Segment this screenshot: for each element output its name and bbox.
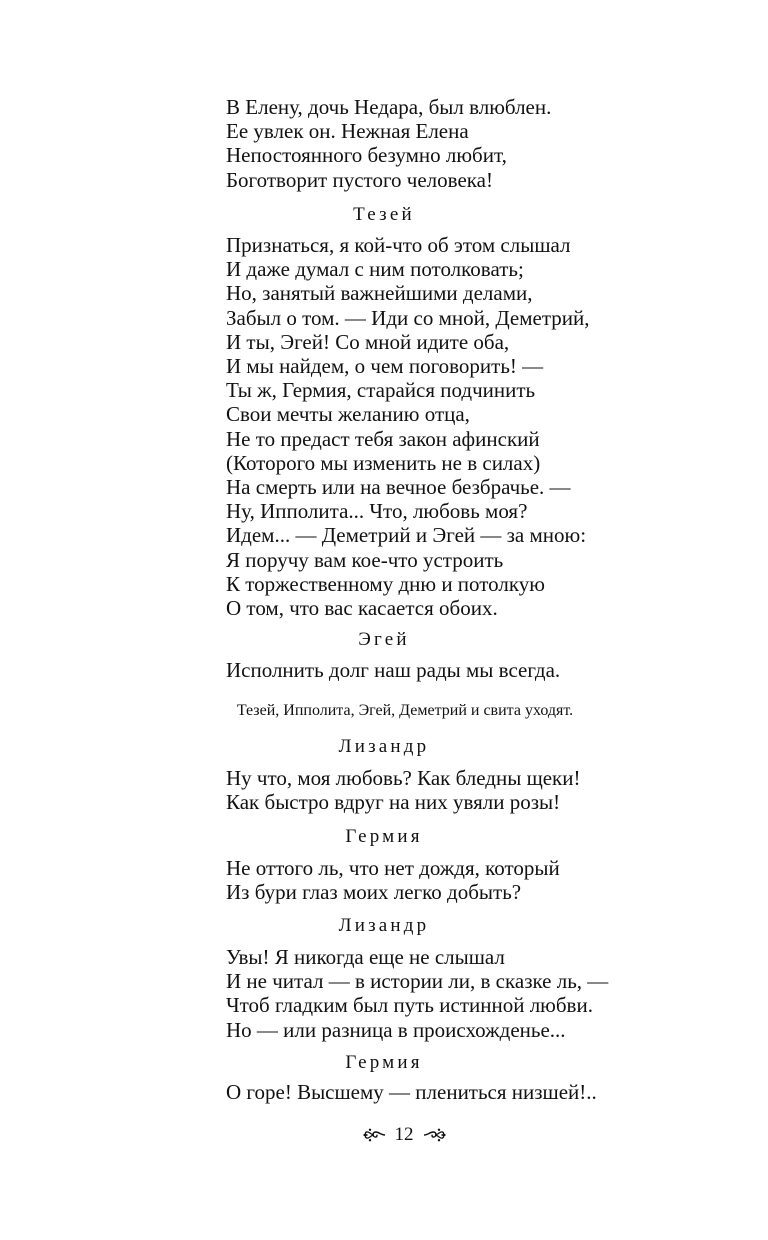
verse-line: О горе! Высшему — плениться низшей!..: [226, 1080, 597, 1104]
verse-line: К торжественному дню и потолкую: [226, 571, 545, 596]
verse-line: Как быстро вдруг на них увяли розы!: [226, 790, 561, 815]
speaker-name-lizandr: Лизандр: [338, 915, 430, 936]
verse-line: О том, что вас касается обоих.: [226, 596, 498, 621]
verse-line: Чтоб гладким был путь истинной любви.: [226, 993, 593, 1018]
verse-line: Увы! Я никогда еще не слышал: [226, 945, 505, 969]
speaker-name-egey: Эгей: [358, 629, 410, 650]
speech-tezey: [226, 233, 746, 620]
verse-line: Ее увлек он. Нежная Елена: [226, 119, 469, 144]
verse-line: И ты, Эгей! Со мной идите оба,: [226, 329, 510, 354]
speaker-name-germiya: Гермия: [345, 1052, 423, 1073]
verse-line: Не оттого ль, что нет дождя, который: [226, 856, 560, 880]
intro-verse: [226, 95, 746, 192]
verse-line: Ну, Ипполита... Что, любовь моя?: [226, 499, 528, 524]
verse-line: И даже думал с ним потолковать;: [226, 257, 524, 282]
verse-line: Непостоянного безумно любит,: [226, 143, 507, 168]
verse-line: Исполнить долг наш рады мы всегда.: [226, 658, 561, 682]
speech-egey: [226, 658, 746, 682]
verse-line: Свои мечты желанию отца,: [226, 402, 470, 427]
fleuron-left-icon: [363, 1127, 387, 1143]
verse-line: Ты ж, Гермия, старайся подчинить: [226, 378, 536, 403]
speech-lizandr: [226, 945, 746, 1042]
verse-line: Но, занятый важнейшими делами,: [226, 281, 533, 306]
verse-line: Ну что, моя любовь? Как бледны щеки!: [226, 766, 581, 790]
stage-direction: Тезей, Ипполита, Эгей, Деметрий и свита уходят.: [236, 702, 574, 719]
verse-line: Боготворит пустого человека!: [226, 167, 493, 192]
speech-germiya: [226, 1080, 746, 1104]
speaker-name-lizandr: Лизандр: [338, 736, 430, 757]
verse-line: И не читал — в истории ли, в сказке ль, —: [226, 969, 609, 994]
verse-line: Не то предаст тебя закон афинский: [226, 426, 540, 451]
verse-line: И мы найдем, о чем поговорить! —: [226, 354, 544, 379]
speaker-name-tezey: Тезей: [353, 204, 415, 225]
verse-line: (Которого мы изменить не в силах): [226, 450, 541, 475]
verse-line: На смерть или на вечное безбрачье. —: [226, 475, 571, 500]
page-number: 12: [394, 1124, 414, 1145]
speech-germiya: [226, 856, 746, 904]
verse-line: Но — или разница в происхожденье...: [226, 1017, 566, 1042]
speech-lizandr: [226, 766, 746, 814]
verse-line: В Елену, дочь Недара, был влюблен.: [226, 95, 552, 119]
verse-line: Я поручу вам кое-что устроить: [226, 547, 504, 572]
verse-line: Из бури глаз моих легко добыть?: [226, 880, 522, 905]
verse-line: Забыл о том. — Иди со мной, Деметрий,: [226, 305, 590, 330]
page-folio: [0, 1122, 768, 1148]
speaker-name-germiya: Гермия: [345, 826, 423, 847]
fleuron-right-icon: [422, 1127, 446, 1143]
verse-line: Идем... — Деметрий и Эгей — за мною:: [226, 523, 587, 548]
verse-line: Признаться, я кой-что об этом слышал: [226, 233, 571, 257]
